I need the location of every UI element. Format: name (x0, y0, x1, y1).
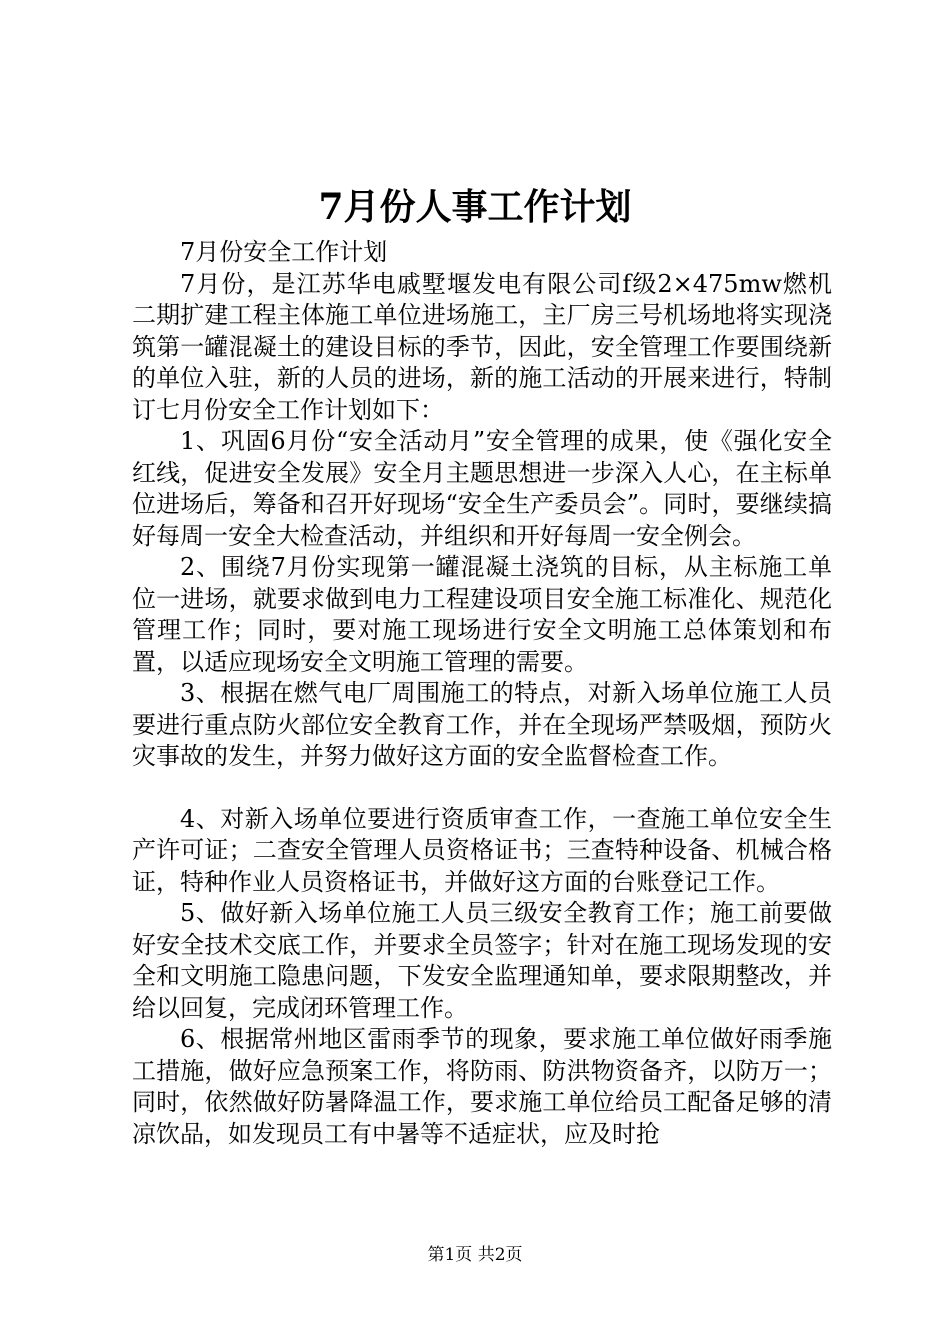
paragraph-item-1: 1、巩固6月份“安全活动月”安全管理的成果，使《强化安全红线，促进安全发展》安全月主题思想进一步深入人心，在主标单位进场后，筹备和召开好现场“安全生产委员会”。同时，要继续搞好每周一安全大检查活动，并组织和开好每周一安全例会。 (132, 427, 832, 550)
paragraph-item-2: 2、围绕7月份实现第一罐混凝土浇筑的目标，从主标施工单位一进场，就要求做到电力工程建设项目安全施工标准化、规范化管理工作；同时，要对施工现场进行安全文明施工总体策划和布置，以适应现场安全文明施工管理的需要。 (132, 553, 832, 676)
paragraph-item-4: 4、对新入场单位要进行资质审查工作，一查施工单位安全生产许可证；二查安全管理人员资格证书；三查特种设备、机械合格证，特种作业人员资格证书，并做好这方面的台账登记工作。 (132, 804, 832, 896)
document-body (132, 237, 832, 1150)
paragraph-subtitle: 7月份安全工作计划 (180, 238, 388, 266)
paragraph-item-6: 6、根据常州地区雷雨季节的现象，要求施工单位做好雨季施工措施，做好应急预案工作，将防雨、防洪物资备齐，以防万一；同时，依然做好防暑降温工作，要求施工单位给员工配备足够的清凉饮品，如发现员工有中暑等不适症状，应及时抢 (132, 1025, 832, 1148)
document-title: 7月份人事工作计划 (318, 186, 632, 228)
paragraph-item-3: 3、根据在燃气电厂周围施工的特点，对新入场单位施工人员要进行重点防火部位安全教育工作，并在全现场严禁吸烟，预防火灾事故的发生，并努力做好这方面的安全监督检查工作。 (132, 679, 832, 770)
paragraph-item-5: 5、做好新入场单位施工人员三级安全教育工作；施工前要做好安全技术交底工作，并要求全员签字；针对在施工现场发现的安全和文明施工隐患问题，下发安全监理通知单，要求限期整改，并给以回复，完成闭环管理工作。 (132, 899, 832, 1022)
page-number-footer: 第1页 共2页 (427, 1245, 523, 1265)
paragraph-intro: 7月份，是江苏华电戚墅堰发电有限公司f级2×475mw燃机二期扩建工程主体施工单位进场施工，主厂房三号机场地将实现浇筑第一罐混凝土的建设目标的季节，因此，安全管理工作要围绕新的单位入驻，新的人员的进场，新的施工活动的开展来进行，特制订七月份安全工作计划如下： (132, 269, 832, 424)
